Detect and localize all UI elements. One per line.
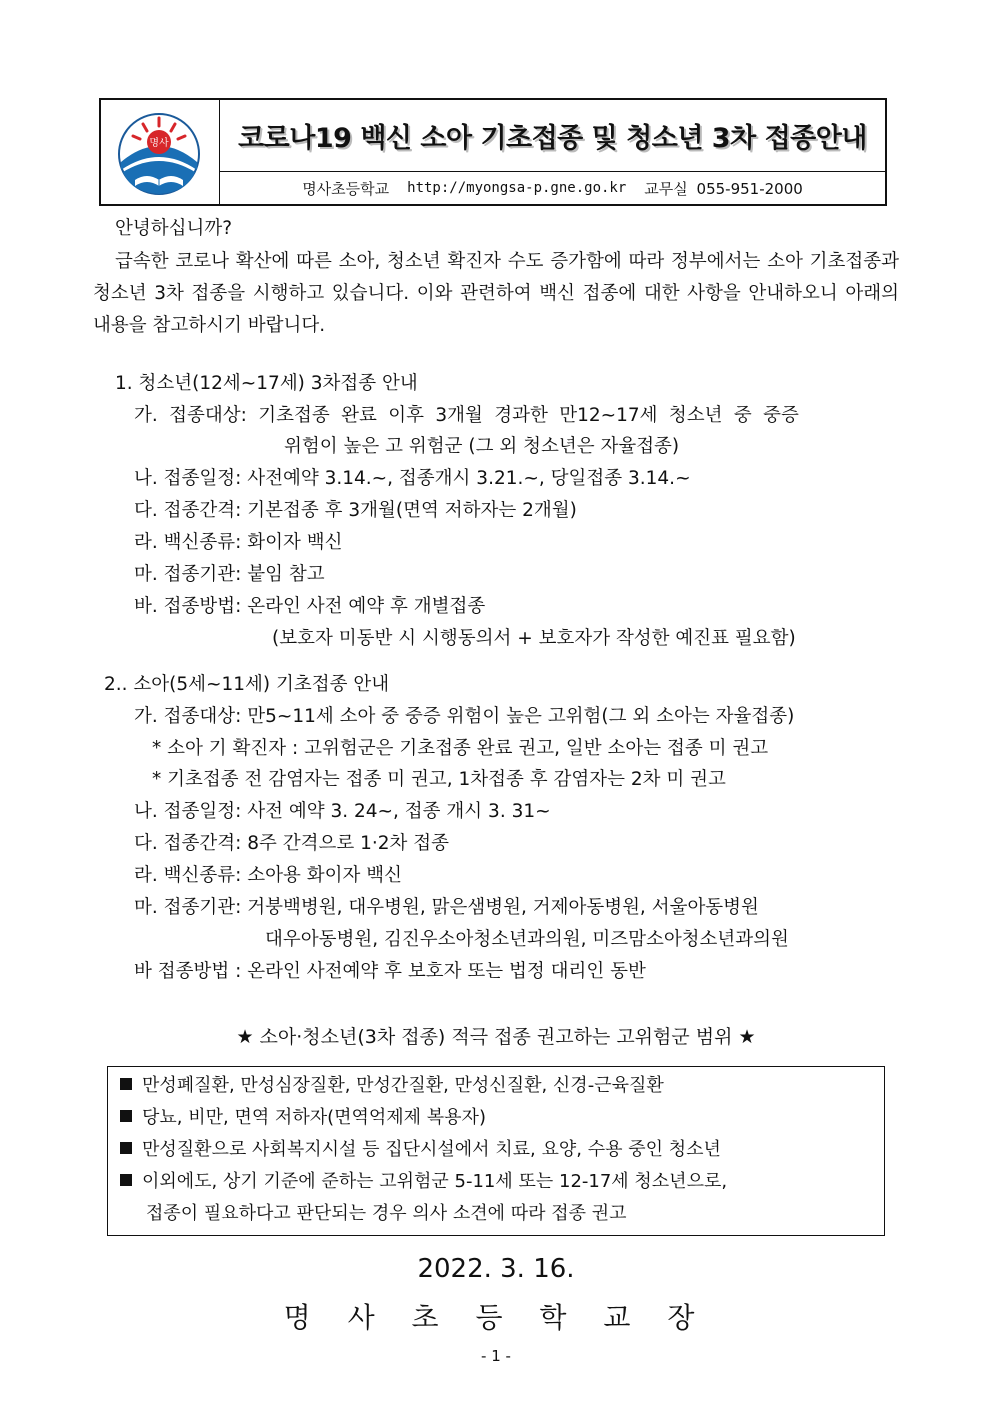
risk-item: [120, 1170, 727, 1194]
section2-item: 나. 접종일정: 사전 예약 3. 24~, 접종 개시 3. 31~: [134, 801, 551, 822]
title-cell: [220, 100, 885, 172]
risk-item: [120, 1106, 486, 1130]
risk-heading: ★ 소아·청소년(3차 접종) 적극 접종 권고하는 고위험군 범위 ★: [236, 1026, 756, 1048]
section1-item: 라. 백신종류: 화이자 백신: [134, 532, 343, 553]
risk-item-text: 당뇨, 비만, 면역 저하자(면역억제제 복용자): [142, 1107, 486, 1128]
section1-item: (보호자 미동반 시 시행동의서 + 보호자가 작성한 예진표 필요함): [272, 628, 796, 649]
section1-item: 다. 접종간격: 기본접종 후 3개월(면역 저하자는 2개월): [134, 500, 577, 521]
risk-item: [120, 1138, 721, 1162]
section2-item: 다. 접종간격: 8주 간격으로 1·2차 접종: [134, 833, 450, 854]
section1-item: 마. 접종기관: 붙임 참고: [134, 564, 325, 585]
section1-item: 위험이 높은 고 위험군 (그 외 청소년은 자율접종): [284, 436, 680, 457]
section2-item: 바 접종방법 : 온라인 사전예약 후 보호자 또는 법정 대리인 동반: [134, 961, 646, 982]
section2-item: 가. 접종대상: 만5~11세 소아 중 중증 위험이 높은 고위험(그 외 소아는 자율접종): [134, 706, 795, 727]
intro-paragraph: [93, 246, 899, 342]
section2-item: 대우아동병원, 김진우소아청소년과의원, 미즈맘소아청소년과의원: [265, 929, 789, 950]
section2-item: 라. 백신종류: 소아용 화이자 백신: [134, 865, 402, 886]
risk-item-continuation: 접종이 필요하다고 판단되는 경우 의사 소견에 따라 접종 권고: [146, 1203, 627, 1224]
square-bullet-icon: [120, 1142, 132, 1154]
school-logo-cell: [101, 100, 220, 204]
section1-item: 가. 접종대상: 기초접종 완료 이후 3개월 경과한 만12~17세 청소년 중 중증: [134, 405, 799, 426]
school-name: 명사초등학교: [302, 179, 390, 198]
logo-text: 명사: [149, 138, 169, 149]
section2-item: 마. 접종기관: 거붕백병원, 대우병원, 맑은샘병원, 거제아동병원, 서울아동병원: [134, 897, 759, 918]
section1-item: 바. 접종방법: 온라인 사전 예약 후 개별접종: [134, 596, 486, 617]
square-bullet-icon: [120, 1078, 132, 1090]
school-logo: [101, 100, 218, 204]
principal-signature: 명 사 초 등 학 교 장: [283, 1301, 709, 1334]
risk-item-text: 만성질환으로 사회복지시설 등 집단시설에서 치료, 요양, 수용 중인 청소년: [142, 1139, 721, 1160]
greeting: 안녕하십니까?: [115, 218, 233, 239]
section2-item: * 기초접종 전 감염자는 접종 미 권고, 1차접종 후 감염자는 2차 미 권고: [152, 769, 726, 790]
office-phone: 교무실 055-951-2000: [644, 179, 803, 198]
risk-item: [120, 1074, 664, 1098]
risk-item-text: 만성폐질환, 만성심장질환, 만성간질환, 만성신질환, 신경-근육질환: [142, 1075, 664, 1096]
document-date: 2022. 3. 16.: [417, 1254, 575, 1284]
school-url: http://myongsa-p.gne.go.kr: [407, 180, 627, 196]
square-bullet-icon: [120, 1174, 132, 1186]
section2-heading: 2.. 소아(5세~11세) 기초접종 안내: [104, 674, 390, 695]
document-header: [99, 98, 887, 206]
section1-item: 나. 접종일정: 사전예약 3.14.~, 접종개시 3.21.~, 당일접종 3.14.~: [134, 468, 691, 489]
risk-item-text: 이외에도, 상기 기준에 준하는 고위험군 5-11세 또는 12-17세 청소년으로,: [142, 1171, 728, 1192]
intro-body: 급속한 코로나 확산에 따른 소아, 청소년 확진자 수도 증가함에 따라 정부에서는 소아 기초접종과 청소년 3차 접종을 시행하고 있습니다. 이와 관련하여 백신 접종에 대한 사항을 안내하오니 아래의 내용을 참고하시기 바랍니다.: [93, 251, 899, 336]
page-number: - 1 -: [481, 1347, 511, 1365]
risk-group-box: [107, 1066, 885, 1236]
section2-item: * 소아 기 확진자 : 고위험군은 기초접종 완료 권고, 일반 소아는 접종 미 권고: [152, 738, 769, 759]
contact-line: [220, 172, 885, 204]
document-title: 코로나19 백신 소아 기초접종 및 청소년 3차 접종안내: [238, 123, 867, 154]
square-bullet-icon: [120, 1110, 132, 1122]
section1-heading: 1. 청소년(12세~17세) 3차접종 안내: [115, 373, 418, 394]
